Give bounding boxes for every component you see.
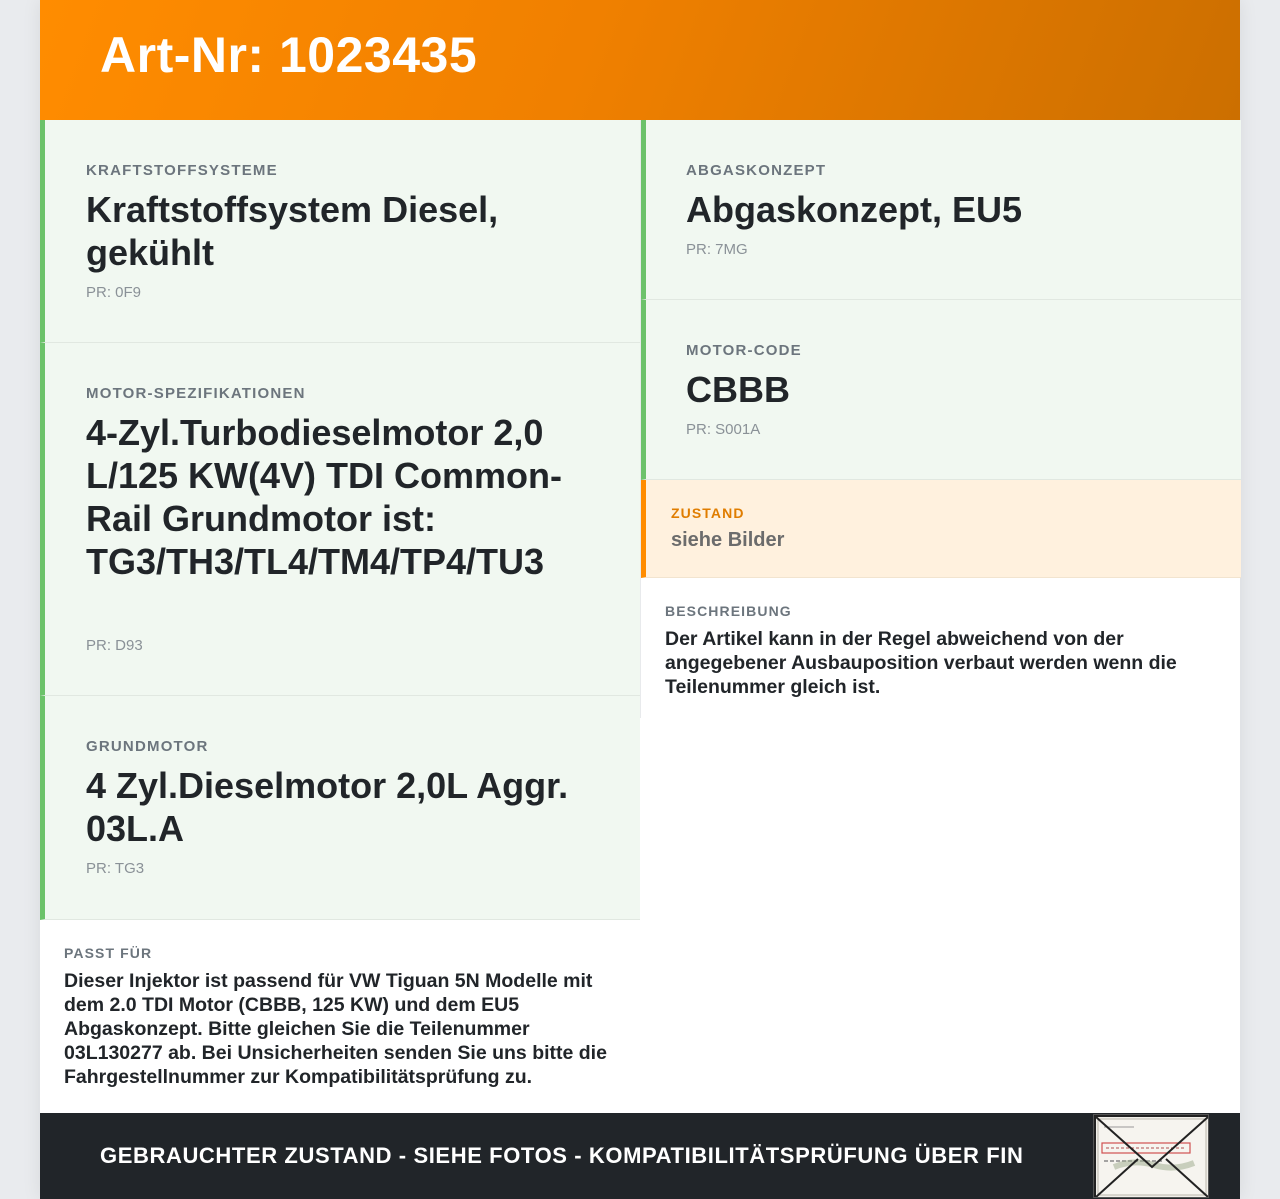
spec-value: 4 Zyl.Dieselmotor 2,0L Aggr. 03L.A bbox=[86, 765, 569, 849]
beschreibung-text: Der Artikel kann in der Regel abweichend von der angegebener Ausbauposition verbaut werden wenn die Teilenummer gleich ist. bbox=[665, 628, 1177, 698]
product-sheet bbox=[40, 0, 1240, 1199]
spec-label: MOTOR-SPEZIFIKATIONEN bbox=[86, 385, 306, 402]
zustand-card bbox=[641, 480, 1241, 578]
spec-pr-code: PR: TG3 bbox=[86, 860, 145, 877]
spec-value: Abgaskonzept, EU5 bbox=[686, 189, 1023, 230]
footer-banner bbox=[40, 1113, 1240, 1199]
footer-text: GEBRAUCHTER ZUSTAND - SIEHE FOTOS - KOMPATIBILITÄTSPRÜFUNG ÜBER FIN bbox=[100, 1143, 1024, 1168]
beschreibung-section bbox=[641, 578, 1241, 718]
beschreibung-label: BESCHREIBUNG bbox=[665, 603, 792, 619]
spec-pr-code: PR: D93 bbox=[86, 637, 143, 654]
spec-label: ABGASKONZEPT bbox=[686, 162, 827, 179]
spec-card-grundmotor bbox=[40, 696, 640, 920]
spec-pr-code: PR: S001A bbox=[686, 421, 761, 438]
spec-card-motor-spezifikationen bbox=[40, 343, 640, 696]
left-column bbox=[40, 120, 640, 1113]
passt-fuer-text: Dieser Injektor ist passend für VW Tiguan 5N Modelle mit dem 2.0 TDI Motor (CBBB, 125 KW) und dem EU5 Abgaskonzept. Bitte gleichen Sie die Teilenummer 03L130277 ab. Bei Unsicherheiten senden Sie uns bitte die Fahrgestellnummer zur Kompatibilitätsprüfung zu. bbox=[64, 970, 607, 1088]
article-number-title: Art-Nr: 1023435 bbox=[100, 27, 478, 83]
spec-label: KRAFTSTOFFSYSTEME bbox=[86, 162, 278, 179]
spec-pr-code: PR: 0F9 bbox=[86, 284, 142, 301]
header-banner bbox=[40, 0, 1240, 120]
passt-fuer-label: PASST FÜR bbox=[64, 945, 153, 961]
passt-fuer-section bbox=[40, 920, 640, 1113]
spec-label: MOTOR-CODE bbox=[686, 342, 802, 359]
spec-label: GRUNDMOTOR bbox=[86, 738, 209, 755]
spec-value: Kraftstoffsystem Diesel, gekühlt bbox=[86, 189, 499, 273]
label-photo-image bbox=[1094, 1115, 1209, 1198]
spec-value: CBBB bbox=[686, 369, 790, 410]
spec-pr-code: PR: 7MG bbox=[686, 241, 748, 258]
spec-card-motor-code bbox=[641, 300, 1241, 480]
spec-card-kraftstoffsysteme bbox=[40, 120, 640, 343]
zustand-value: siehe Bilder bbox=[671, 529, 785, 551]
product-photo-thumbnail[interactable] bbox=[1093, 1114, 1209, 1198]
spec-card-abgaskonzept bbox=[641, 120, 1241, 300]
spec-value: 4-Zyl.Turbodieselmotor 2,0 L/125 KW(4V) TDI Common-Rail Grundmotor ist: TG3/TH3/TL4/TM4/TP4/TU3 bbox=[86, 412, 563, 582]
zustand-label: ZUSTAND bbox=[671, 505, 745, 521]
right-column bbox=[640, 120, 1241, 718]
